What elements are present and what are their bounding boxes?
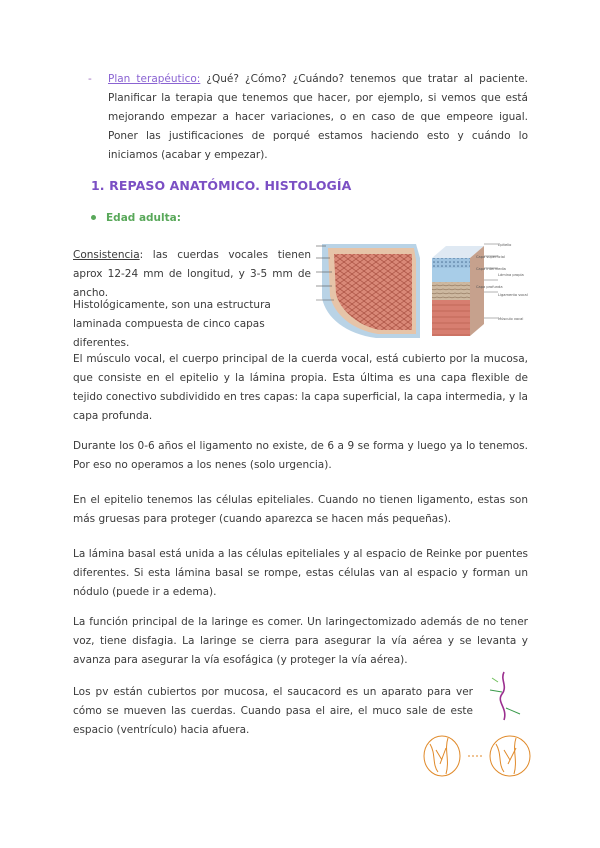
- label-superficial: Capa superficial: [476, 255, 505, 259]
- consistencia-paragraph: Consistencia: las cuerdas vocales tienen aprox 12-24 mm de longitud, y 3-5 mm de ancho.: [73, 249, 311, 299]
- section-heading: 1. REPASO ANATÓMICO. HISTOLOGÍA: [91, 178, 352, 193]
- label-muscle: Músculo vocal: [498, 317, 524, 321]
- paragraph-4: La lámina basal está unida a las células epiteliales y al espacio de Reinke por puentes diferentes. Si esta lámina basal se rompe, estas células van al espacio y forman un nódulo (puede ir a edema).: [73, 548, 528, 598]
- plan-text: Plan terapéutico: ¿Qué? ¿Cómo? ¿Cuándo? tenemos que tratar al paciente. Planificar la terapia que tenemos que hacer, por ejemplo, si vemos que está mejorando empezar a hacer variaciones, o en caso de que empeore igual. Poner las justificaciones de porqué estamos haciendo esto y cuándo lo iniciamos (acabar y empezar).: [108, 73, 529, 161]
- consistencia-label: Consistencia: [73, 249, 140, 261]
- label-intermediate: Capa intermedia: [476, 267, 506, 271]
- label-ligament: Ligamento vocal: [498, 293, 528, 297]
- paragraph-3: En el epitelio tenemos las células epiteliales. Cuando no tienen ligamento, estas son más gruesas para proteger (cuando aparezca se hacen más pequeñas).: [73, 494, 528, 525]
- paragraph-2: Durante los 0-6 años el ligamento no existe, de 6 a 9 se forma y luego ya lo tenemos. Por eso no operamos a los nenes (solo urgencia).: [73, 440, 528, 471]
- bullet-marker: -: [88, 73, 92, 85]
- histologia-paragraph: Histológicamente, son una estructura laminada compuesta de cinco capas diferentes.: [73, 299, 271, 349]
- paragraph-6: Los pv están cubiertos por mucosa, el saucacord es un aparato para ver cómo se mueven las cuerdas. Cuando pasa el aire, el muco sale de este espacio (ventrículo) hacia afuera.: [73, 686, 473, 736]
- plan-bullet: [88, 70, 528, 165]
- label-deep: Capa profunda: [476, 285, 503, 289]
- label-lamina: Lámina propia: [498, 273, 524, 277]
- histology-layers-figure: [428, 236, 532, 340]
- plan-link[interactable]: Plan terapéutico:: [108, 73, 201, 85]
- paragraph-1: El músculo vocal, el cuerpo principal de la cuerda vocal, está cubierto por la mucosa, que consiste en el epitelio y la lámina propia. Esta última es una capa flexible de tejido conectivo subdividido en tres capas: la capa superficial, la capa intermedia, y la capa profunda.: [73, 353, 528, 422]
- paragraph-5: La función principal de la laringe es comer. Un laringectomizado además de no tener voz, tiene disfagia. La laringe se cierra para asegurar la vía aérea y se levanta y avanza para asegurar la vía esofágica (y proteger la vía aérea).: [73, 616, 528, 666]
- label-epithelium: Epitelio: [498, 243, 512, 247]
- vocal-fold-sketch: [480, 668, 530, 728]
- bullet-dot-icon: [91, 215, 96, 220]
- vocal-fold-figure: [316, 238, 424, 338]
- nodule-sketches: [420, 730, 538, 782]
- subheading: Edad adulta:: [91, 212, 181, 224]
